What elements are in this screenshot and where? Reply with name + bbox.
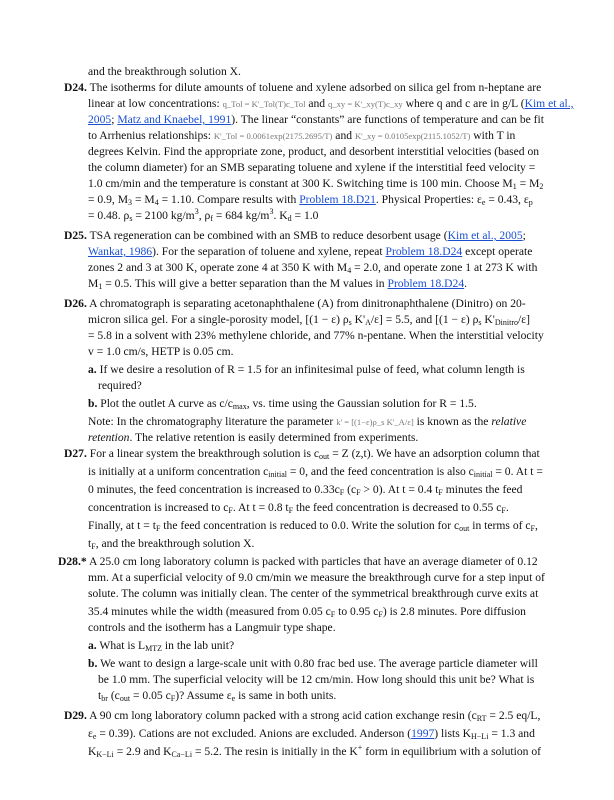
equation-image: K'_xy = 0.0105exp(2115.1052/T) [354,131,471,141]
citation-link[interactable]: 1997 [411,727,435,740]
citation-link[interactable]: 2005 [88,113,112,126]
problem-label: D27. [64,447,87,460]
problem-label: D29. [64,709,87,722]
equation-image: K'_Tol = 0.0061exp(2175.2695/T) [213,131,333,141]
problem-label: D25. [64,229,87,242]
problem-link[interactable]: Problem 18.D21 [299,193,376,206]
citation-link[interactable]: Wankat, 1986 [88,245,153,258]
problem-label: D26. [64,297,87,310]
problem-label: D28.* [58,555,87,568]
citation-link[interactable]: Matz and Knaebel, 1991 [117,113,232,126]
problem-link[interactable]: Problem 18.D24 [387,277,465,290]
continuation-line: and the breakthrough solution X. [88,65,241,78]
textbook-page: and the breakthrough solution X. D24. The isotherms for dilute amounts of toluene and xylene adsorbed on silica gel from n-heptane are linear at low concentrations: q_Tol = K'_Tol(T)c_Tol and q_xy = K'_xy(T)c_xy where q and c are in g/L (Kim et al., 2005; Matz and Knaebel, 1991). The linear “constants” are functions of temperature and can be fit to Arrhenius relationships: K'_Tol = 0.0061exp(2175.2695/T) and K'_xy = 0.0105exp(2115.1052/T) with T in degrees Kelvin. Find the appropriate zone, product, and desorbent interstitial velocities (based on the column diameter) for an SMB separating toluene and xylene if the interstitial feed velocity = 1.0 cm/min and the temperature is constant at 300 K. Switching time is 100 min. Choose $M_1 = M_2$ = 0.9, $M_3 = M_4 = 1.10$. Compare results with Problem 18.D21. Physical Properties: $\varepsilon_e = 0.43$, $\varepsilon_p$ = 0.48. $\rho_s = 2100$ $kg/m^3$, $\rho_f = 684$ $kg/m^3$. $K_d = 1.0$ D25. TSA regeneration can be combined with an SMB to reduce desorbent usage (Kim et al., 2005; Wankat, 1986). For the separation of toluene and xylene, repeat Problem 18.D24 except operate zones 2 and 3 at 300 K, operate zone 4 at 350 K with $M_4 = 2.0$, and operate zone 1 at 273 K with $M_1 = 0.5$. This will give a better separation than the M values in Problem 18.D24. D26. A chromatograph is separating acetonaphthalene (A) from dinitronaphthalene (Dinitro) on 20- micron silica gel. For a single-porosity model, [(1 − ε) $\rho_s$ $K'_A/\varepsilon] = 5.5$, and [(1 − ε) $\rho_s$ $K'_{Dinitro}/\varepsilon$] = 5.8 in a solvent with 23% methylene chloride, and 77% n-pentane. When the interstitial velocity v = 1.0 cm/s, HETP is 0.05 cm. a. If we desire a resolution of R = 1.5 for an infinitesimal pulse of feed, what column length is required? b. Plot the outlet A curve as $c/c_{max}$, vs. time using the Gaussian solution for R = 1.5. Note: In the chromatography literature the parameter k' = [(1−ε)ρ_s K'_A/ε] is known as the relative retention. The relative retention is easily determined from experiments. D27. For a linear system the breakthrough solution is $c_{out} = Z$ (z,t). We have an adsorption column that is initially at a uniform concentration $c_{initial} = 0$, and the feed concentration is also $c_{initial} = 0$. At t = 0 minutes, the feed concentration is increased to $0.33c_F$ $(c_F > 0)$. At t = 0.4 $t_F$ minutes the feed concentration is increased to $c_F$. At t = 0.8 $t_F$ the feed concentration is decreased to 0.55 $c_F$. Finally, at $t = t_F$ the feed concentration is reduced to 0.0. Write the solution for $c_{out}$ in terms of $c_F$, $t_F$, and the breakthrough solution X. D28.* A 25.0 cm long laboratory column is packed with particles that have an average diameter of 0.12 mm. At a superficial velocity of 9.0 cm/min we measure the breakthrough curve for a step input of solute. The column was initially clean. The center of the symmetrical breakthrough curve exits at 35.4 minutes while the width (measured from 0.05 $c_F$ to 0.95 $c_F$) is 2.8 minutes. Pore diffusion controls and the isotherm has a Langmuir type shape. a. What is $L_{MTZ}$ in the lab unit? b. We want to design a large-scale unit with 0.80 frac bed use. The average particle diameter will be 1.0 mm. The superficial velocity will be 12 cm/min. How long should this unit be? What is $t_{br}$ ($c_{out} = 0.05$ $c_F$)? Assume $\varepsilon_e$ is same in both units. D29. A 90 cm long laboratory column packed with a strong acid cation exchange resin ($c_{RT} = 2.5$ eq/L, $\varepsilon_e = 0.39$). Cations are not excluded. Anions are excluded. Anderson (1997) lists $K_{H-Li} = 1.3$ and $K_{K-Li} = 2.9$ and $K_{Ca-Li} = 5.2$. The resin is initially in the K+ form in equilibrium with a solution of [58,65,574,759]
problem-link[interactable]: Problem 18.D24 [385,245,463,258]
equation-image: k' = [(1−ε)ρ_s K'_A/ε] [336,417,414,427]
citation-link[interactable]: Kim et al., [524,97,574,110]
equation-image: q_xy = K'_xy(T)c_xy [328,99,403,109]
citation-link[interactable]: Kim et al., 2005 [447,229,523,242]
equation-image: q_Tol = K'_Tol(T)c_Tol [222,99,306,109]
problem-label: D24. [64,81,87,94]
